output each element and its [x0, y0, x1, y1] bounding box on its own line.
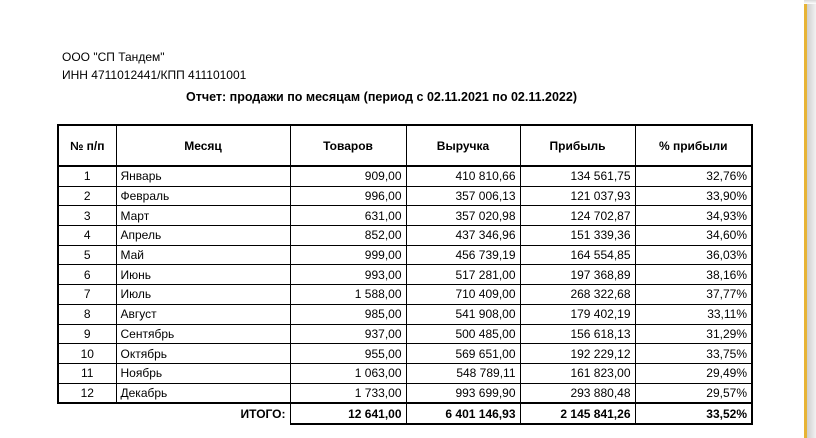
- table-row: [58, 245, 752, 265]
- cell-percent: 33,90%: [635, 186, 752, 206]
- cell-items: 1 588,00: [290, 285, 406, 305]
- cell-items: 937,00: [290, 324, 406, 344]
- totals-profit: 2 145 841,26: [520, 403, 635, 424]
- col-header-percent: % прибыли: [635, 125, 752, 166]
- cell-items: 996,00: [290, 186, 406, 206]
- cell-items: 985,00: [290, 304, 406, 324]
- table-row: [58, 265, 752, 285]
- totals-label: ИТОГО:: [116, 403, 290, 424]
- cell-items: 852,00: [290, 226, 406, 246]
- cell-month: Март: [116, 206, 290, 226]
- cell-profit: 151 339,36: [520, 226, 635, 246]
- sales-table: [57, 124, 753, 425]
- cell-month: Сентябрь: [116, 324, 290, 344]
- cell-percent: 38,16%: [635, 265, 752, 285]
- cell-profit: 124 702,87: [520, 206, 635, 226]
- cell-month: Апрель: [116, 226, 290, 246]
- table-row: [58, 285, 752, 305]
- report-title: Отчет: продажи по месяцам (период с 02.11.2021 по 02.11.2022): [186, 90, 577, 104]
- cell-percent: 31,29%: [635, 324, 752, 344]
- cell-number: 8: [58, 304, 116, 324]
- cell-profit: 268 322,68: [520, 285, 635, 305]
- cell-number: 2: [58, 186, 116, 206]
- cell-revenue: 410 810,66: [406, 166, 520, 186]
- cell-month: Июнь: [116, 265, 290, 285]
- table-row: [58, 226, 752, 246]
- totals-revenue: 6 401 146,93: [406, 403, 520, 424]
- cell-items: 909,00: [290, 166, 406, 186]
- cell-number: 6: [58, 265, 116, 285]
- page-right-shadow: [807, 4, 816, 438]
- table-row: [58, 206, 752, 226]
- cell-items: 993,00: [290, 265, 406, 285]
- cell-items: 999,00: [290, 245, 406, 265]
- cell-month: Июль: [116, 285, 290, 305]
- table-row: [58, 383, 752, 403]
- table-row: [58, 304, 752, 324]
- cell-revenue: 357 006,13: [406, 186, 520, 206]
- totals-row: [58, 403, 752, 424]
- cell-percent: 33,75%: [635, 344, 752, 364]
- table-row: [58, 186, 752, 206]
- cell-month: Август: [116, 304, 290, 324]
- cell-items: 1 063,00: [290, 363, 406, 383]
- cell-items: 1 733,00: [290, 383, 406, 403]
- cell-profit: 134 561,75: [520, 166, 635, 186]
- cell-revenue: 710 409,00: [406, 285, 520, 305]
- cell-percent: 34,60%: [635, 226, 752, 246]
- cell-profit: 121 037,93: [520, 186, 635, 206]
- cell-revenue: 569 651,00: [406, 344, 520, 364]
- cell-month: Октябрь: [116, 344, 290, 364]
- cell-number: 9: [58, 324, 116, 344]
- table-row: [58, 344, 752, 364]
- col-header-items: Товаров: [290, 125, 406, 166]
- cell-profit: 156 618,13: [520, 324, 635, 344]
- cell-number: 1: [58, 166, 116, 186]
- totals-items: 12 641,00: [290, 403, 406, 424]
- cell-month: Май: [116, 245, 290, 265]
- cell-percent: 33,11%: [635, 304, 752, 324]
- cell-profit: 197 368,89: [520, 265, 635, 285]
- cell-revenue: 456 739,19: [406, 245, 520, 265]
- totals-blank: [58, 403, 116, 424]
- cell-revenue: 500 485,00: [406, 324, 520, 344]
- cell-number: 5: [58, 245, 116, 265]
- col-header-revenue: Выручка: [406, 125, 520, 166]
- cell-items: 631,00: [290, 206, 406, 226]
- cell-number: 3: [58, 206, 116, 226]
- cell-month: Февраль: [116, 186, 290, 206]
- cell-revenue: 437 346,96: [406, 226, 520, 246]
- company-inn: ИНН 4711012441/КПП 411101001: [62, 68, 247, 82]
- cell-number: 7: [58, 285, 116, 305]
- cell-profit: 164 554,85: [520, 245, 635, 265]
- cell-revenue: 548 789,11: [406, 363, 520, 383]
- cell-revenue: 517 281,00: [406, 265, 520, 285]
- cell-month: Ноябрь: [116, 363, 290, 383]
- cell-percent: 34,93%: [635, 206, 752, 226]
- cell-revenue: 993 699,90: [406, 383, 520, 403]
- cell-profit: 192 229,12: [520, 344, 635, 364]
- cell-revenue: 541 908,00: [406, 304, 520, 324]
- col-header-month: Месяц: [116, 125, 290, 166]
- col-header-number: № п/п: [58, 125, 116, 166]
- cell-percent: 29,49%: [635, 363, 752, 383]
- cell-items: 955,00: [290, 344, 406, 364]
- cell-number: 4: [58, 226, 116, 246]
- cell-revenue: 357 020,98: [406, 206, 520, 226]
- cell-month: Январь: [116, 166, 290, 186]
- cell-percent: 37,77%: [635, 285, 752, 305]
- cell-number: 12: [58, 383, 116, 403]
- company-info: [62, 48, 246, 84]
- company-name: ООО "СП Тандем": [62, 50, 165, 64]
- cell-percent: 32,76%: [635, 166, 752, 186]
- cell-profit: 161 823,00: [520, 363, 635, 383]
- table-row: [58, 324, 752, 344]
- cell-number: 11: [58, 363, 116, 383]
- cell-number: 10: [58, 344, 116, 364]
- cell-month: Декабрь: [116, 383, 290, 403]
- totals-percent: 33,52%: [635, 403, 752, 424]
- table-row: [58, 166, 752, 186]
- cell-percent: 36,03%: [635, 245, 752, 265]
- cell-profit: 293 880,48: [520, 383, 635, 403]
- cell-percent: 29,57%: [635, 383, 752, 403]
- cell-profit: 179 402,19: [520, 304, 635, 324]
- table-body: [58, 166, 752, 403]
- col-header-profit: Прибыль: [520, 125, 635, 166]
- table-header-row: [58, 125, 752, 166]
- table-row: [58, 363, 752, 383]
